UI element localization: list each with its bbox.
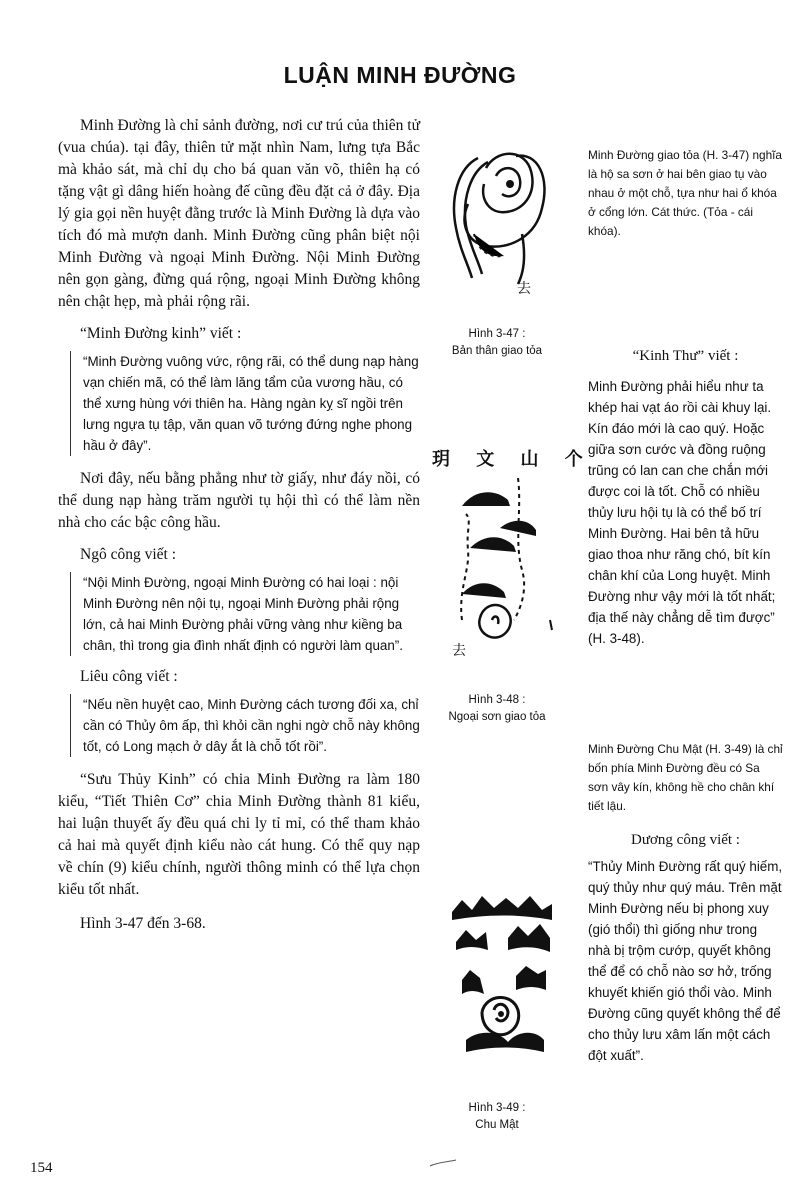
fig47-caption-text: Bản thân giao tỏa — [451, 345, 543, 357]
citation-minh-duong-kinh: “Minh Đường kinh” viết : — [80, 325, 242, 342]
fig48-mound-1 — [462, 492, 510, 506]
fig49-mid-left — [462, 970, 484, 994]
page-number: 154 — [30, 1160, 53, 1176]
figure-3-47-caption — [422, 326, 572, 360]
figure-3-49-drawing — [448, 890, 558, 1080]
fig49-left-range — [456, 930, 488, 950]
duong-cong-text: “Thủy Minh Đường rất quý hiếm, quý thủy như quý máu. Trên mặt Minh Đường nếu bị phong xuy (gió thổi) thì giống như trong nhà bị trộm cướp, quyết không thể để có chỗ nào sơ hở, trống khuyết khiến gió thổi vào. Minh Đường cũng quyết không thể để cho thủy lưu xâm lấn một cách đột xuất”. — [588, 859, 783, 1063]
fig49-top-range — [452, 896, 552, 920]
note-3-49 — [588, 740, 783, 816]
fig48-top-labels: 玥 文 山 个 — [432, 449, 593, 470]
kinh-thu-text: Minh Đường phải hiểu như ta khép hai vạt áo rồi cài khuy lại. Kín đáo mới là cao quý. Hoặc giữa sơn cước và đồng ruộng trũng có lan can che chắn mới được coi là tốt. Chỗ có nhiều thủy lưu hội tụ là có thể bố trí Minh Đường. Hai bên tả hữu giao thoa như răng chó, bít kín chân khí của Long huyệt. Minh Đường như vậy mới là tốt nhất; địa thế này chẳng dễ tìm được” (H. 3-48). — [588, 379, 776, 646]
figure-3-49-caption — [422, 1100, 572, 1134]
duong-cong-section — [588, 830, 783, 1066]
citation-kinh-thu: “Kinh Thư” viết : — [632, 348, 739, 364]
main-text-column — [58, 115, 420, 935]
fig48-base-ring — [479, 605, 510, 638]
figure-range-note: Hình 3-47 đến 3-68. — [80, 915, 206, 932]
fig48-mound-2 — [470, 537, 516, 552]
quote-lieu-cong: “Nếu nền huyệt cao, Minh Đường cách tương đối xa, chỉ cần có Thủy ôm ấp, thì khỏi cần nghi ngờ chỗ này không tốt, có Long mạch ở dây ắt là chỗ tốt rồi”. — [70, 694, 420, 757]
fig48-base-hook — [492, 617, 498, 624]
fig49-right-range — [508, 924, 550, 952]
citation-ngo-cong: Ngô công viết : — [80, 546, 176, 563]
fig49-caption-text: Chu Mật — [475, 1119, 519, 1131]
page-title: LUẬN MINH ĐƯỜNG — [283, 62, 517, 88]
fig48-caption-text: Ngoại sơn giao tỏa — [448, 711, 546, 723]
paragraph-flat-ground: Nơi đây, nếu bằng phẳng như tờ giấy, như đáy nồi, có thể dung nạp hàng trăm người tụ hội thì có thể làm nền nhà cho các bậc công hầu. — [58, 470, 420, 531]
note-3-49-text: Minh Đường Chu Mật (H. 3-49) là chỉ bốn phía Minh Đường đều có Sa sơn vây kín, không hề cho chân khí tiết lậu. — [588, 742, 783, 813]
fig48-path-left — [461, 514, 469, 620]
quote-ngo-cong: “Nội Minh Đường, ngoại Minh Đường có hai loại : nội Minh Đường nên nội tụ, ngoại Minh Đường phải rộng lớn, cả hai Minh Đường phải vững vàng như kiềng ba chân, thì trong gia đình nhất định có người làm quan”. — [70, 572, 420, 656]
kinh-thu-section — [588, 346, 783, 649]
fig48-tick — [550, 620, 552, 630]
fig48-glyph: 去 — [452, 643, 466, 659]
figure-3-48-caption — [422, 692, 572, 726]
figure-3-47-drawing — [438, 138, 548, 298]
intro-paragraph: Minh Đường là chỉ sảnh đường, nơi cư trú của thiên tử (vua chúa). tại đây, thiên tử mặt nhìn Nam, lưng tựa Bắc mà khảo sát, mà chỉ dụ cho bá quan văn võ, thiên hạ có tặng vật gì dâng hiến hoàng đế cũng đều đặt cả ở đây. Địa lý gia gọi nền huyệt đằng trước là Minh Đường là dựa vào tích đó mà mượn danh. Minh Đường cũng phân biệt nội Minh Đường và ngoại Minh Đường. Nội Minh Đường nên gọn gàng, đừng quá rộng, ngoại Minh Đường không nên chật hẹp, mà phải rộng rãi. — [58, 117, 420, 310]
fig47-caption-number: Hình 3-47 : — [468, 328, 526, 340]
fig49-center-dot — [498, 1011, 504, 1017]
note-3-47 — [588, 146, 783, 241]
figure-3-48-drawing — [440, 470, 560, 660]
fig47-center-dot — [506, 180, 514, 188]
fig47-glyph: 去 — [517, 281, 531, 297]
paragraph-classifications: “Sưu Thủy Kinh” có chia Minh Đường ra làm 180 kiểu, “Tiết Thiên Cơ” chia Minh Đường thành 81 kiểu, hai luận thuyết ấy đều quá chi ly tỉ mỉ, có thể tham khảo cả hai mà quyết định kiểu nào cát hung. Có thể quy nạp về chín (9) kiểu chính, người thông minh có thể lựa chọn kiểu tốt nhất. — [58, 771, 420, 898]
fig49-mid-right — [516, 966, 546, 990]
fig47-left-arm-inner — [465, 162, 488, 274]
citation-lieu-cong: Liêu công viết : — [80, 668, 178, 685]
scan-mark — [428, 1158, 458, 1170]
fig49-caption-number: Hình 3-49 : — [468, 1102, 526, 1114]
note-3-47-text: Minh Đường giao tỏa (H. 3-47) nghĩa là hộ sa sơn ở hai bên giao tụ vào nhau ở một chỗ, tựa như hai ổ khóa ở cổng lớn. Cát thức. (Tỏa - cái khóa). — [588, 148, 782, 238]
fig47-inner-dashes — [474, 234, 504, 256]
citation-duong-cong: Dương công viết : — [631, 832, 740, 848]
quote-minh-duong-kinh: “Minh Đường vuông vức, rộng rãi, có thể dung nạp hàng vạn chiến mã, có thể làm lăng tẩm của vương hầu, có thể xưng hùng với thiên ha. Hàng ngàn kỵ sĩ ngồi trên lưng ngựa tụ tập, văn quan võ tướng đứng nghe phong hầu ở đây”. — [70, 351, 420, 456]
fig48-mound-3 — [462, 583, 506, 598]
fig48-caption-number: Hình 3-48 : — [468, 694, 526, 706]
fig48-path-right — [514, 478, 524, 620]
